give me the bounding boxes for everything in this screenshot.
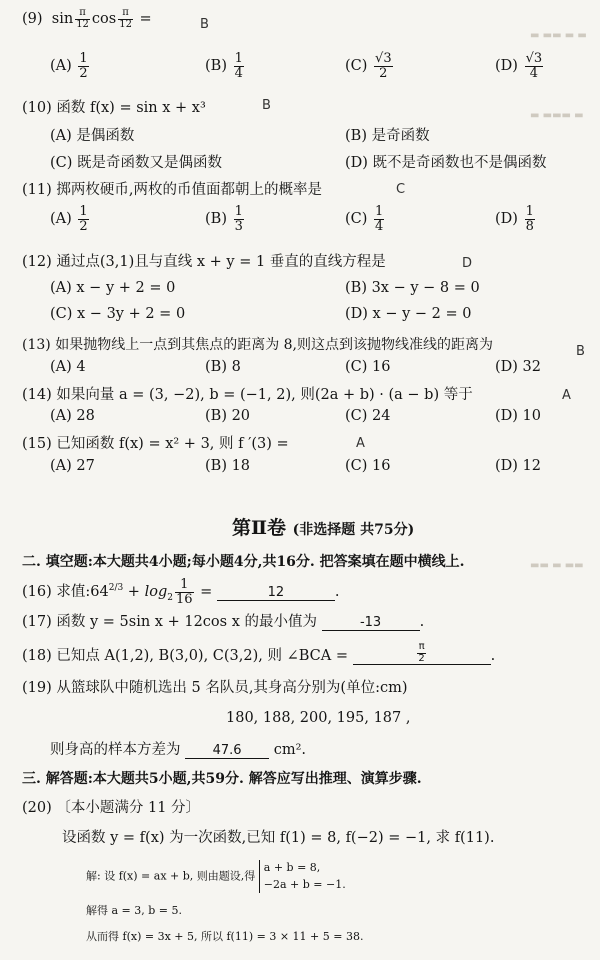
option-a: (A) 4 xyxy=(50,359,86,375)
bleed-through-text: ▬ ▬▬ ▬ ▬ xyxy=(530,30,587,41)
option-d: (D) x − y − 2 = 0 xyxy=(345,306,472,322)
question-number: (9) xyxy=(22,11,43,27)
option-b: (B) 18 xyxy=(205,458,251,474)
option-b: (B) 3x − y − 8 = 0 xyxy=(345,280,480,296)
option-b: (B) 20 xyxy=(205,408,251,424)
bleed-through-text: ▬ ▬▬▬ ▬ xyxy=(530,110,584,121)
option-a: (A) 28 xyxy=(50,408,95,424)
option-a: (A) $\frac{1}{2}$ xyxy=(50,204,88,234)
option-c: (C) x − 3y + 2 = 0 xyxy=(50,306,186,322)
answer-blank xyxy=(353,642,491,665)
option-b: (B) $\frac{1}{3}$ xyxy=(205,204,243,234)
handwritten-answer: D xyxy=(462,256,473,271)
question-20-header: (20) 〔本小题满分 11 分〕 xyxy=(22,800,201,816)
option-b: (B) 是奇函数 xyxy=(345,128,430,144)
q18-answer: $\frac{\pi}{2}$ xyxy=(418,641,425,664)
answer-blank: 12 xyxy=(217,585,335,601)
question-18: (18) 已知点 A(1,2), B(3,0), C(3,2), 则 ∠BCA = $\frac{\pi}{2}$ . xyxy=(22,641,496,664)
handwritten-answer: B xyxy=(200,17,209,32)
option-a: (A) 是偶函数 xyxy=(50,128,135,144)
fill-in-heading: 二. 填空题:本大题共4小题;每小题4分,共16分. 把答案填在题中横线上. xyxy=(22,554,465,570)
section-title: 第Ⅱ卷 (非选择题 共75分) xyxy=(232,517,415,539)
option-b: (B) $\frac{1}{4}$ xyxy=(205,51,243,81)
handwritten-answer: A xyxy=(356,436,365,451)
question-9-expression: sin $\frac{\pi}{12}$ cos $\frac{\pi}{12}$ xyxy=(47,7,132,30)
question-14: (14) 如果向量 a = (3, −2), b = (−1, 2), 则(2a + b) · (a − b) 等于 xyxy=(22,387,473,403)
handwritten-answer: C xyxy=(396,182,406,197)
option-a: (A) x − y + 2 = 0 xyxy=(50,280,176,296)
option-c: (C) 既是奇函数又是偶函数 xyxy=(50,155,223,171)
question-11: (11) 掷两枚硬币,两枚的币值面都朝上的概率是 xyxy=(22,182,322,198)
option-d: (D) $\frac{√3}{4}$ xyxy=(495,51,543,81)
q16-expression: $64^{2/3} + \log_2$ xyxy=(90,583,173,604)
solution-heading: 三. 解答题:本大题共5小题,共59分. 解答应写出推理、演算步骤. xyxy=(22,771,422,787)
option-d: (D) $\frac{1}{8}$ xyxy=(495,204,534,234)
option-c: (C) $\frac{√3}{2}$ xyxy=(345,51,392,81)
option-d: (D) 既不是奇函数也不是偶函数 xyxy=(345,155,547,171)
question-12: (12) 通过点(3,1)且与直线 x + y = 1 垂直的直线方程是 xyxy=(22,254,386,270)
question-19: (19) 从篮球队中随机选出 5 名队员,其身高分别为(单位:cm) xyxy=(22,680,408,696)
question-16: (16) 求值$:64^{2/3} + \log_2$ $\frac{1}{16}$ = 12 . xyxy=(22,577,340,607)
solution-result: 解得 a = 3, b = 5. xyxy=(86,904,183,917)
answer-blank: 47.6 xyxy=(185,743,269,759)
question-13: (13) 如果抛物线上一点到其焦点的距离为 8,则这点到该抛物线准线的距离为 xyxy=(22,337,494,353)
bleed-through-text: ▬▬ ▬ ▬▬ xyxy=(530,560,584,571)
section-subtitle: (非选择题 共75分) xyxy=(292,522,415,538)
question-15: (15) 已知函数 f(x) = x² + 3, 则 f ′(3) = xyxy=(22,436,289,452)
height-data: 180, 188, 200, 195, 187 , xyxy=(226,710,411,726)
solution-intro: 解: 设 f(x) = ax + b, 则由题设,得 a + b = 8, −2a + b = −1. xyxy=(86,860,346,893)
option-c: (C) 16 xyxy=(345,359,391,375)
option-a: (A) $\frac{1}{2}$ xyxy=(50,51,88,81)
question-10: (10) 函数 f(x) = sin x + x³ xyxy=(22,100,206,116)
question-20-stem: 设函数 y = f(x) 为一次函数,已知 f(1) = 8, f(−2) = −1, 求 f(11). xyxy=(62,830,495,846)
answer-blank: -13 xyxy=(322,615,420,631)
option-d: (D) 32 xyxy=(495,359,541,375)
option-c: (C) 16 xyxy=(345,458,391,474)
option-a: (A) 27 xyxy=(50,458,95,474)
handwritten-answer: A xyxy=(562,388,571,403)
question-17: (17) 函数 y = 5sin x + 12cos x 的最小值为 -13 . xyxy=(22,614,425,630)
question-19-tail: 则身高的样本方差为 47.6 cm². xyxy=(50,742,307,758)
question-9: (9) sin $\frac{\pi}{12}$ cos $\frac{\pi}{12}$ = xyxy=(22,7,152,30)
option-d: (D) 12 xyxy=(495,458,541,474)
equation-system: a + b = 8, −2a + b = −1. xyxy=(259,860,346,893)
solution-final: 从而得 f(x) = 3x + 5, 所以 f(11) = 3 × 11 + 5 = 38. xyxy=(86,930,364,943)
handwritten-answer: B xyxy=(262,98,271,113)
option-d: (D) 10 xyxy=(495,408,541,424)
option-c: (C) 24 xyxy=(345,408,391,424)
option-b: (B) 8 xyxy=(205,359,241,375)
option-c: (C) $\frac{1}{4}$ xyxy=(345,204,384,234)
handwritten-answer: B xyxy=(576,344,585,359)
